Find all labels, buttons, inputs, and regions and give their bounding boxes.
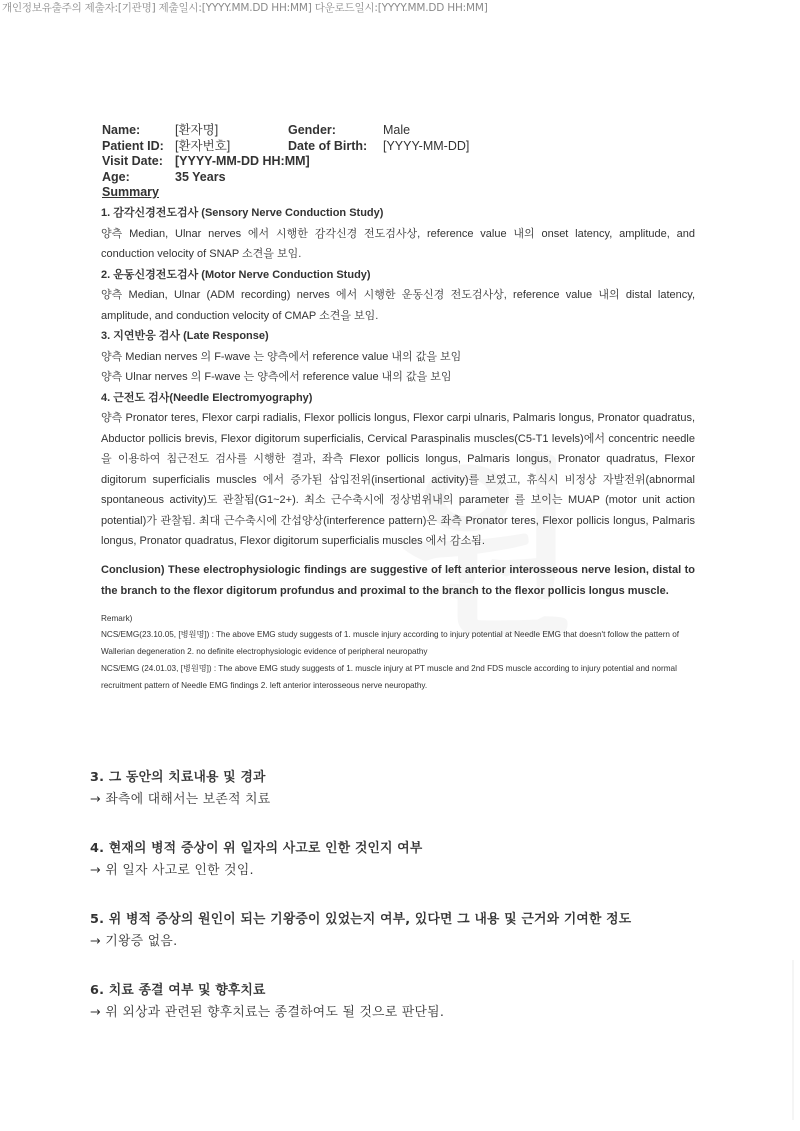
patient-row-age (102, 170, 469, 186)
report-section-late-response (101, 326, 695, 388)
section-title: 4. 근전도 검사(Needle Electromyography) (101, 391, 313, 404)
scan-edge-artifact (792, 960, 794, 1120)
age-value: 35 Years (175, 169, 226, 184)
patient-row-visit (102, 154, 469, 170)
item-answer: → 좌측에 대해서는 보존적 치료 (90, 792, 271, 807)
remark-title: Remark) (101, 613, 133, 623)
report-section-motor (101, 265, 695, 327)
section-text: 양측 Median, Ulnar nerves 에서 시행한 감각신경 전도검사상, reference value 내의 onset latency, amplitude, and conduction velocity of SNAP 소견을 보임. (101, 227, 695, 260)
visit-date-label: Visit Date: (102, 154, 163, 168)
item-answer: → 기왕증 없음. (90, 934, 178, 949)
report-section-sensory (101, 203, 695, 265)
gender-value: Male (383, 123, 411, 137)
patient-row-id (102, 139, 469, 155)
name-label: Name: (102, 123, 141, 137)
section-text: 양측 Pronator teres, Flexor carpi radialis, Flexor pollicis longus, Flexor carpi ulnaris, Palmaris longus, Pronator quadratus, Abductor pollicis brevis, Flexor digitorum superficialis, Cervical Paraspinalis muscles(C5-T1 levels)에서 concentric needle 을 이용하여 침근전도 검사를 시행한 결과, 좌측 Flexor pollicis longus, Palmaris longus, Pronator quadratus, Flexor digitorum superficialis muscles 에서 증가된 삽입전위(insertional activity)를 보였고, 휴식시 비정상 자발전위(abnormal spontaneous activity)도 관찰됨(G1~2+). 최소 근수축시에 정상범위내의 parameter 를 보이는 MUAP (motor unit action potential)가 관찰됨. 최대 근수축시에 간섭양상(interference pattern)은 좌측 Pronator teres, Flexor pollicis longus, Palmaris longus, Pronator quadratus, Flexor digitorum superficialis muscles 에서 감소됨. (101, 412, 695, 547)
age-label: Age: (102, 169, 130, 184)
item-preexisting-condition (90, 909, 710, 953)
dob-value: [YYYY-MM-DD] (383, 138, 470, 153)
emg-report (101, 203, 695, 694)
item-title: 3. 그 동안의 치료내용 및 경과 (90, 770, 266, 785)
item-answer: → 위 일자 사고로 인한 것임. (90, 863, 254, 878)
item-answer: → 위 외상과 관련된 향후치료는 종결하여도 될 것으로 판단됨. (90, 1005, 445, 1020)
section-title: 1. 감각신경전도검사 (Sensory Nerve Conduction Study) (101, 207, 384, 219)
gender-label: Gender: (288, 123, 336, 137)
name-value: [환자명] (175, 123, 219, 137)
remark-line: NCS/EMG(23.10.05, [병원명]) : The above EMG study suggests of 1. muscle injury according to injury potential at Needle EMG that doesn't follow the pattern of Wallerian degeneration 2. no definite electrophysiologic evidence of peripheral neuropathy (101, 630, 680, 657)
visit-date-value: [YYYY-MM-DD HH:MM] (175, 154, 310, 168)
item-title: 6. 치료 종결 여부 및 향후치료 (90, 983, 266, 998)
summary-heading: Summary (102, 185, 159, 199)
remark-block (101, 611, 695, 695)
section-title: 3. 지연반응 검사 (Late Response) (101, 330, 269, 342)
item-accident-causation (90, 838, 710, 882)
section-title: 2. 운동신경전도검사 (Motor Nerve Conduction Study) (101, 268, 371, 281)
patient-info-block (102, 123, 469, 201)
section-text: 양측 Median nerves 의 F-wave 는 양측에서 reference value 내의 값을 보임 (101, 350, 462, 363)
report-section-needle-emg (101, 388, 695, 552)
item-treatment-course (90, 767, 710, 811)
document-header-banner: 개인정보유출주의 제출자:[기관명] 제출일시:[YYYY.MM.DD HH:MM] 다운로드일시:[YYYY.MM.DD HH:MM] (2, 2, 488, 14)
section-text: 양측 Ulnar nerves 의 F-wave 는 양측에서 reference value 내의 값을 보임 (101, 371, 452, 383)
conclusion-text: Conclusion) These electrophysiologic findings are suggestive of left anterior interosseous nerve lesion, distal to the branch to the flexor digitorum profundus and proximal to the branch to the flexor pollicis longus muscle. (101, 563, 695, 597)
patient-id-label: Patient ID: (102, 138, 164, 153)
remark-line: NCS/EMG (24.01.03, [병원명]) : The above EMG study suggests of 1. muscle injury at PT muscle and 2nd FDS muscle according to injury potential and normal recruitment pattern of Needle EMG findings 2. left anterior interosseous nerve neuropathy. (101, 663, 677, 690)
patient-row-name (102, 123, 469, 139)
patient-id-value: [환자번호] (175, 138, 231, 153)
section-text: 양측 Median, Ulnar (ADM recording) nerves 에서 시행한 운동신경 전도검사상, reference value 내의 distal latency, amplitude, and conduction velocity of CMAP 소견을 보임. (101, 289, 695, 322)
assessment-items (90, 767, 710, 1051)
dob-label: Date of Birth: (288, 138, 368, 153)
item-treatment-termination (90, 980, 710, 1024)
item-title: 4. 현재의 병적 증상이 위 일자의 사고로 인한 것인지 여부 (90, 841, 423, 856)
item-title: 5. 위 병적 증상의 원인이 되는 기왕증이 있었는지 여부, 있다면 그 내용 및 근거와 기여한 정도 (90, 912, 632, 927)
